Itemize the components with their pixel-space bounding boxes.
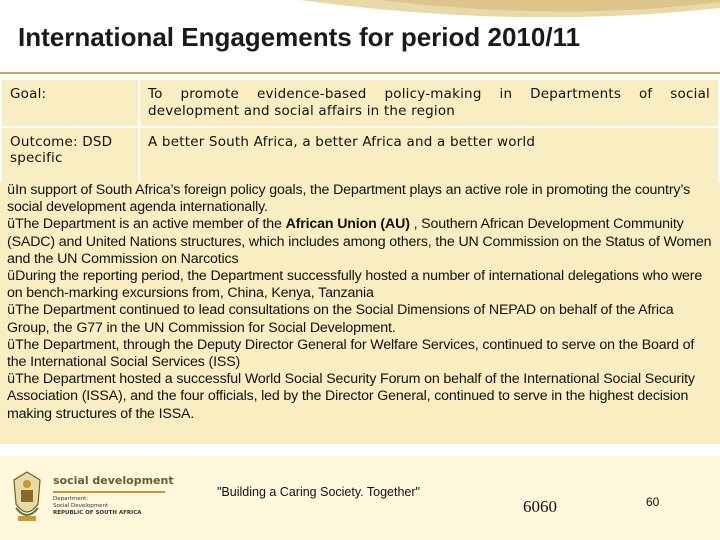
bullet-text: The Department is an active member of the: [15, 216, 286, 233]
bullet-bold-text: African Union (AU): [285, 216, 410, 233]
check-icon: ü: [7, 372, 16, 388]
goal-label: Goal:: [1, 79, 139, 127]
bullet-text: , Southern African Development Community (SADC) and United Nations structures, which includes among others, the UN Commission on the Status of Women and the UN Commission on Narcotics: [7, 216, 712, 267]
bullet-text: During the reporting period, the Department successfully hosted a number of international delegations who were on bench-marking excursions from, China, Kenya, Tanzania: [7, 268, 703, 302]
bullet-text: The Department continued to lead consultations on the Social Dimensions of NEPAD on behalf of the Africa Group, the G77 in the UN Commission for Social Development.: [7, 302, 674, 336]
page-number: 60: [646, 495, 660, 509]
bullet-text: The Department hosted a successful World Social Security Forum on behalf of the International Social Security Association (ISSA), and the four officials, led by the Director General, continued to serve in the highest decision making structures of the ISSA.: [7, 371, 695, 422]
table-row-goal: [1, 79, 719, 127]
check-icon: ü: [7, 269, 16, 285]
logo-divider: [53, 491, 165, 493]
bullet-text: The Department, through the Deputy Director General for Welfare Services, continued to serve on the Board of the International Social Services (ISS): [7, 336, 695, 371]
bullet-item: [7, 371, 714, 423]
logo-line-department: Department:: [53, 496, 89, 502]
check-icon: ü: [7, 217, 16, 233]
slogan: "Building a Caring Society. Together": [217, 485, 420, 499]
goal-outcome-table: [0, 78, 720, 198]
outcome-label: Outcome: DSD specific: [1, 127, 139, 197]
bullet-list: [0, 182, 720, 444]
check-icon: ü: [7, 183, 16, 198]
bullet-text: In support of South Africa’s foreign policy goals, the Department plays an active role in promoting the country’s social development agenda internationally.: [7, 182, 691, 216]
title-divider: [0, 72, 720, 74]
bullet-item: [7, 182, 714, 216]
bullet-item: [7, 268, 714, 302]
check-icon: ü: [7, 337, 16, 353]
outcome-value: A better South Africa, a better Africa and a better world: [139, 127, 719, 197]
coat-of-arms-icon: [10, 470, 44, 526]
goal-value: To promote evidence-based policy-making in Departments of social development and social affairs in the region: [139, 79, 719, 127]
logo-line-social-development: Social Development: [53, 503, 109, 509]
logo-title: social development: [53, 474, 174, 487]
bullet-item: [7, 337, 714, 371]
slide-number-large: 6060: [523, 497, 557, 516]
bullet-item: [7, 216, 714, 268]
slide-title: International Engagements for period 2010/11: [18, 22, 581, 52]
department-logo: [10, 470, 174, 530]
logo-line-republic: REPUBLIC OF SOUTH AFRICA: [53, 510, 142, 516]
bullet-item: [7, 302, 714, 336]
check-icon: ü: [7, 303, 16, 319]
